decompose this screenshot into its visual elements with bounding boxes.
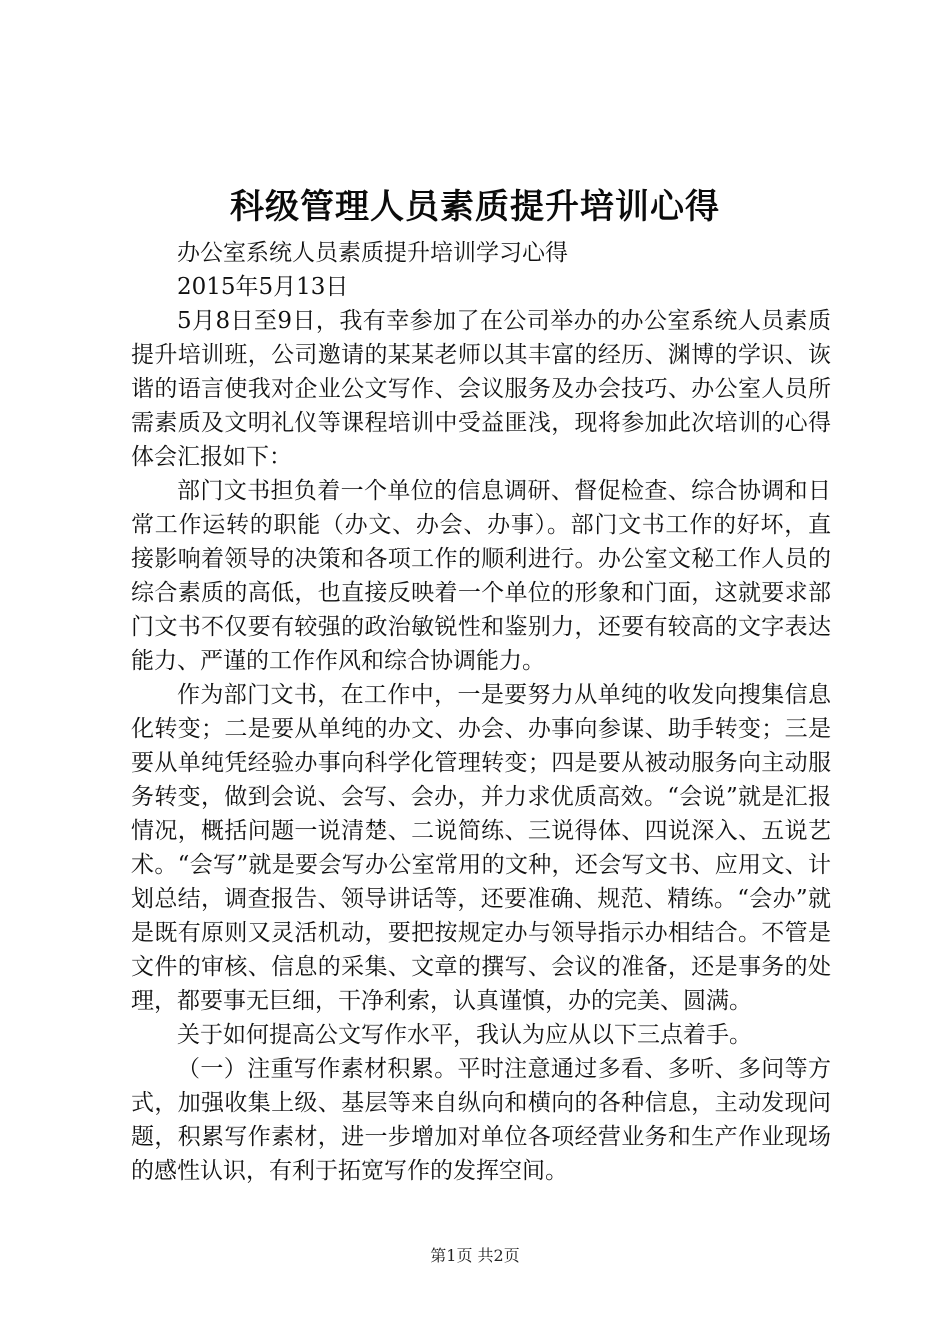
page-footer: 第1页 共2页	[430, 1246, 520, 1265]
paragraph-writing-intro: 关于如何提高公文写作水平，我认为应从以下三点着手。	[177, 1022, 752, 1048]
paragraph-role: 部门文书担负着一个单位的信息调研、督促检查、综合协调和日常工作运转的职能（办文、办会、办事）。部门文书工作的好坏，直接影响着领导的决策和各项工作的顺利进行。办公室文秘工作人员的综合素质的高低，也直接反映着一个单位的形象和门面，这就要求部门文书不仅要有较强的政治敏锐性和鉴别力，还要有较高的文字表达能力、严谨的工作作风和综合协调能力。	[131, 478, 831, 674]
document-title: 科级管理人员素质提升培训心得	[230, 187, 720, 227]
document-subtitle: 办公室系统人员素质提升培训学习心得	[177, 240, 568, 266]
paragraph-intro: 5月8日至9日，我有幸参加了在公司举办的办公室系统人员素质提升培训班，公司邀请的某某老师以其丰富的经历、渊博的学识、诙谐的语言使我对企业公文写作、会议服务及办会技巧、办公室人员所需素质及文明礼仪等课程培训中受益匪浅，现将参加此次培训的心得体会汇报如下：	[131, 308, 831, 470]
paragraph-point-one: （一）注重写作素材积累。平时注意通过多看、多听、多问等方式，加强收集上级、基层等来自纵向和横向的各种信息，主动发现问题，积累写作素材，进一步增加对单位各项经营业务和生产作业现场的感性认识，有利于拓宽写作的发挥空间。	[131, 1056, 831, 1184]
paragraph-work-methods: 作为部门文书，在工作中，一是要努力从单纯的收发向搜集信息化转变；二是要从单纯的办文、办会、办事向参谋、助手转变；三是要从单纯凭经验办事向科学化管理转变；四是要从被动服务向主动服务转变，做到会说、会写、会办，并力求优质高效。“会说”就是汇报情况，概括问题一说清楚、二说简练、三说得体、四说深入、五说艺术。“会写”就是要会写办公室常用的文种，还会写文书、应用文、计划总结，调查报告、领导讲话等，还要准确、规范、精练。“会办”就是既有原则又灵活机动，要把按规定办与领导指示办相结合。不管是文件的审核、信息的采集、文章的撰写、会议的准备，还是事务的处理，都要事无巨细，干净利索，认真谨慎，办的完美、圆满。	[131, 682, 831, 1014]
document-date: 2015年5月13日	[177, 274, 349, 300]
document-body	[131, 236, 831, 1188]
